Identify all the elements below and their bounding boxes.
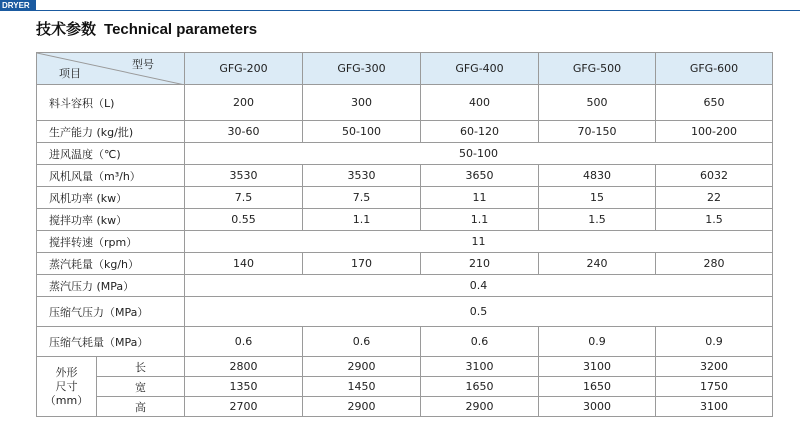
row-label: 搅拌功率 (kw） (37, 209, 185, 231)
cell-value: 3100 (421, 357, 539, 377)
cell-value: 240 (539, 253, 656, 275)
row-stir-power (37, 209, 773, 231)
row-dim-height (37, 397, 773, 417)
cell-value: 2900 (303, 357, 421, 377)
cell-value: 650 (656, 85, 773, 121)
row-label: 进风温度（℃) (37, 143, 185, 165)
row-steam-consumption (37, 253, 773, 275)
cell-value: 0.6 (421, 327, 539, 357)
cell-value: 3650 (421, 165, 539, 187)
spec-table (36, 52, 773, 417)
row-steam-pressure (37, 275, 773, 297)
row-dim-width (37, 377, 773, 397)
model-header: GFG-200 (185, 53, 303, 85)
row-label: 蒸汽耗量（kg/h） (37, 253, 185, 275)
title-zh: 技术参数 (36, 20, 97, 38)
header-rule (34, 10, 800, 11)
row-label: 料斗容积（L) (37, 85, 185, 121)
row-fan-volume (37, 165, 773, 187)
cell-value: 3000 (539, 397, 656, 417)
cell-value: 50-100 (303, 121, 421, 143)
cell-value: 11 (421, 187, 539, 209)
cell-value: 0.6 (185, 327, 303, 357)
row-label: 生产能力 (kg/批) (37, 121, 185, 143)
cell-value: 100-200 (656, 121, 773, 143)
page-title (36, 18, 257, 39)
cell-value: 210 (421, 253, 539, 275)
cell-value-merged: 0.5 (185, 297, 773, 327)
cell-value: 3200 (656, 357, 773, 377)
cell-value: 1650 (539, 377, 656, 397)
cell-value: 1.5 (539, 209, 656, 231)
cell-value: 22 (656, 187, 773, 209)
row-stir-speed (37, 231, 773, 253)
cell-value: 0.55 (185, 209, 303, 231)
cell-value: 140 (185, 253, 303, 275)
cell-value: 500 (539, 85, 656, 121)
row-air-pressure (37, 297, 773, 327)
cell-value: 0.6 (303, 327, 421, 357)
header-row (37, 53, 773, 85)
cell-value: 2800 (185, 357, 303, 377)
cell-value: 15 (539, 187, 656, 209)
row-output (37, 121, 773, 143)
row-label: 搅拌转速（rpm） (37, 231, 185, 253)
cell-value-merged: 50-100 (185, 143, 773, 165)
cell-value: 400 (421, 85, 539, 121)
cell-value: 280 (656, 253, 773, 275)
cell-value: 0.9 (656, 327, 773, 357)
row-capacity (37, 85, 773, 121)
row-air-temp (37, 143, 773, 165)
cell-value: 1750 (656, 377, 773, 397)
cell-value: 3530 (185, 165, 303, 187)
corner-model-label: 型号 (132, 58, 154, 71)
row-air-consumption (37, 327, 773, 357)
dim-sub-label: 长 (97, 357, 185, 377)
row-label: 压缩气压力（MPa） (37, 297, 185, 327)
cell-value: 170 (303, 253, 421, 275)
cell-value: 4830 (539, 165, 656, 187)
model-header: GFG-400 (421, 53, 539, 85)
cell-value: 1650 (421, 377, 539, 397)
cell-value: 2900 (303, 397, 421, 417)
row-label: 风机功率 (kw） (37, 187, 185, 209)
row-label: 压缩气耗量（MPa） (37, 327, 185, 357)
title-en: Technical parameters (104, 21, 258, 38)
cell-value: 7.5 (303, 187, 421, 209)
model-header: GFG-600 (656, 53, 773, 85)
cell-value: 60-120 (421, 121, 539, 143)
cell-value: 2700 (185, 397, 303, 417)
cell-value-merged: 11 (185, 231, 773, 253)
cell-value: 1.1 (303, 209, 421, 231)
cell-value: 300 (303, 85, 421, 121)
row-label: 风机风量（m³/h） (37, 165, 185, 187)
corner-cell (37, 53, 185, 85)
cell-value: 3530 (303, 165, 421, 187)
cell-value: 2900 (421, 397, 539, 417)
row-dim-length (37, 357, 773, 377)
cell-value: 70-150 (539, 121, 656, 143)
cell-value: 1.5 (656, 209, 773, 231)
dim-sub-label: 高 (97, 397, 185, 417)
row-fan-power (37, 187, 773, 209)
cell-value: 1.1 (421, 209, 539, 231)
cell-value: 3100 (656, 397, 773, 417)
cell-value: 1350 (185, 377, 303, 397)
brand-tag: DRYER (0, 0, 36, 11)
dimensions-label-line: 尺寸 (55, 379, 78, 393)
cell-value: 1450 (303, 377, 421, 397)
corner-item-label: 项目 (59, 67, 81, 80)
dim-sub-label: 宽 (97, 377, 185, 397)
dimensions-label-line: （mm） (44, 393, 89, 407)
cell-value: 3100 (539, 357, 656, 377)
cell-value: 6032 (656, 165, 773, 187)
row-label: 蒸汽压力 (MPa） (37, 275, 185, 297)
model-header: GFG-300 (303, 53, 421, 85)
dimensions-label (37, 357, 97, 417)
cell-value: 30-60 (185, 121, 303, 143)
dimensions-label-line: 外形 (55, 365, 78, 379)
cell-value: 7.5 (185, 187, 303, 209)
cell-value-merged: 0.4 (185, 275, 773, 297)
model-header: GFG-500 (539, 53, 656, 85)
cell-value: 0.9 (539, 327, 656, 357)
cell-value: 200 (185, 85, 303, 121)
